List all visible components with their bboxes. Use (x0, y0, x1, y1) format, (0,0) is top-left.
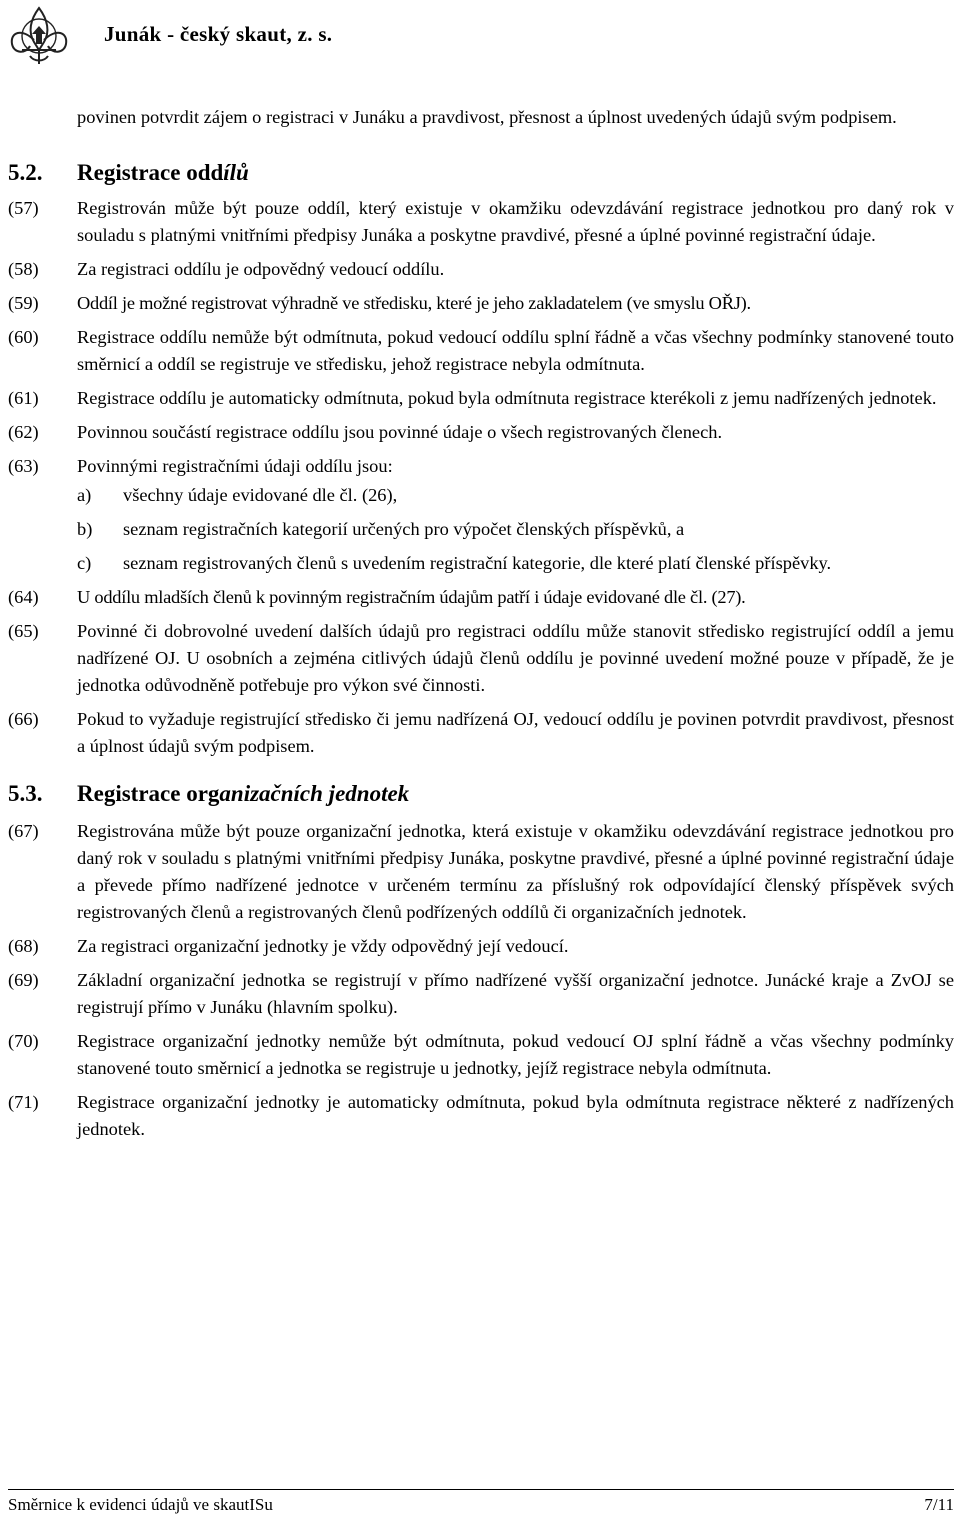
paragraph-text: Základní organizační jednotka se registrují v přímo nadřízené vyšší organizační jednotce. Junácké kraje a ZvOJ se registrují přímo v Junáku (hlavním spolku). (77, 970, 954, 1017)
paragraph (8, 453, 954, 480)
list-item (77, 482, 954, 509)
paragraph (8, 1089, 954, 1143)
paragraph-number: (70) (8, 1031, 39, 1051)
paragraph (8, 256, 954, 283)
paragraph-number: (62) (8, 422, 39, 442)
paragraph (8, 195, 954, 249)
paragraph (8, 584, 954, 611)
paragraph-text: Registrace oddílu nemůže být odmítnuta, pokud vedoucí oddílu splní řádně a včas všechny podmínky stanovené touto směrnicí a oddíl se registruje ve středisku, jehož registrace nebyla odmítnuta. (77, 327, 954, 374)
paragraph-number: (58) (8, 259, 39, 279)
paragraph (8, 324, 954, 378)
paragraph-text: Pokud to vyžaduje registrující středisko či jemu nadřízená OJ, vedoucí oddílu je povinen potvrdit pravdivost, přesnost a úplnost údajů svým podpisem. (77, 709, 954, 756)
paragraph-text: Registrována může být pouze organizační jednotka, která existuje v okamžiku odevzdávání registrace jednotkou pro daný rok v souladu s platnými vnitřními předpisy Junáka, poskytne pravdivé, přesné a úplné povinné registrační údaje a převede přímo nadřízené jednotce v určeném termínu za příslušný rok odpovídající členský příspěvek svých registrovaných členů a registrovaných členů podřízených oddílů či organizačních jednotek. (77, 821, 954, 922)
paragraph (8, 933, 954, 960)
paragraph-number: (61) (8, 388, 39, 408)
paragraph (8, 618, 954, 699)
list-item-label: b) (77, 519, 93, 539)
list-item-text: všechny údaje evidované dle čl. (26), (123, 485, 398, 505)
footer-document-title: Směrnice k evidenci údajů ve skautISu (8, 1495, 273, 1514)
paragraph-number: (60) (8, 327, 39, 347)
document-body (8, 104, 954, 1150)
paragraph-number: (65) (8, 621, 39, 641)
paragraph-text: Povinnými registračními údaji oddílu jsou: (77, 456, 393, 476)
fleur-de-lis-icon (4, 4, 74, 68)
section-title: Registrace organizačních jednotek (77, 781, 410, 806)
section-title: Registrace oddílů (77, 160, 249, 185)
paragraph-text: Registrace oddílu je automaticky odmítnuta, pokud byla odmítnuta registrace kterékoli z jemu nadřízených jednotek. (77, 388, 937, 408)
paragraph (8, 818, 954, 926)
organization-name: Junák - český skaut, z. s. (104, 22, 333, 46)
paragraph-text: Za registraci organizační jednotky je vždy odpovědný její vedoucí. (77, 936, 569, 956)
paragraph (8, 385, 954, 412)
section-number: 5.2. (8, 160, 43, 185)
section-heading (8, 780, 954, 808)
paragraph-number: (67) (8, 821, 39, 841)
paragraph (8, 967, 954, 1021)
page-header (0, 0, 960, 72)
list-item-label: c) (77, 553, 92, 573)
paragraph-number: (66) (8, 709, 39, 729)
paragraph-text: Registrován může být pouze oddíl, který existuje v okamžiku odevzdávání registrace jednotkou pro daný rok v souladu s platnými vnitřními předpisy Junáka a poskytne pravdivé, přesné a úplné povinné registrační údaje. (77, 198, 954, 245)
list-item-text: seznam registračních kategorií určených pro výpočet členských příspěvků, a (123, 519, 685, 539)
paragraph-text: Za registraci oddílu je odpovědný vedoucí oddílu. (77, 259, 445, 279)
paragraph-text: Registrace organizační jednotky nemůže být odmítnuta, pokud vedoucí OJ splní řádně a včas všechny podmínky stanovené touto směrnicí a jednotka se registruje u jednotky, jejíž registrace nebyla odmítnuta. (77, 1031, 954, 1078)
paragraph (8, 706, 954, 760)
paragraph (8, 419, 954, 446)
paragraph (8, 290, 954, 317)
paragraph-number: (59) (8, 293, 39, 313)
list-item-label: a) (77, 485, 92, 505)
paragraph-number: (68) (8, 936, 39, 956)
intro-paragraph: povinen potvrdit zájem o registraci v Junáku a pravdivost, přesnost a úplnost uvedených údajů svým podpisem. (77, 107, 897, 127)
paragraph-text: Povinné či dobrovolné uvedení dalších údajů pro registraci oddílu může stanovit středisko registrující oddíl a jemu nadřízené OJ. U osobních a zejména citlivých údajů členů oddílu je povinné uvedení možné pouze v případě, že je jednotka odůvodněně potřebuje pro výkon své činnosti. (77, 621, 954, 695)
item-list (77, 482, 954, 577)
section-heading (8, 159, 954, 187)
paragraph-number: (63) (8, 456, 39, 476)
list-item (77, 516, 954, 543)
paragraph-text: Registrace organizační jednotky je automaticky odmítnuta, pokud byla odmítnuta registrace některé z nadřízených jednotek. (77, 1092, 954, 1139)
paragraph-number: (69) (8, 970, 39, 990)
page-number: 7/11 (924, 1495, 954, 1514)
paragraph-text: U oddílu mladších členů k povinným registračním údajům patří i údaje evidované dle čl. (27). (77, 587, 746, 607)
paragraph-number: (64) (8, 587, 39, 607)
list-item (77, 550, 954, 577)
paragraph (8, 1028, 954, 1082)
page-footer (8, 1489, 954, 1516)
paragraph-number: (71) (8, 1092, 39, 1112)
section-number: 5.3. (8, 781, 43, 806)
paragraph-text: Oddíl je možné registrovat výhradně ve středisku, které je jeho zakladatelem (ve smyslu OŘJ). (77, 293, 751, 313)
paragraph-text: Povinnou součástí registrace oddílu jsou povinné údaje o všech registrovaných členech. (77, 422, 723, 442)
paragraph-number: (57) (8, 198, 39, 218)
list-item-text: seznam registrovaných členů s uvedením registrační kategorie, dle které platí členské příspěvky. (123, 553, 832, 573)
